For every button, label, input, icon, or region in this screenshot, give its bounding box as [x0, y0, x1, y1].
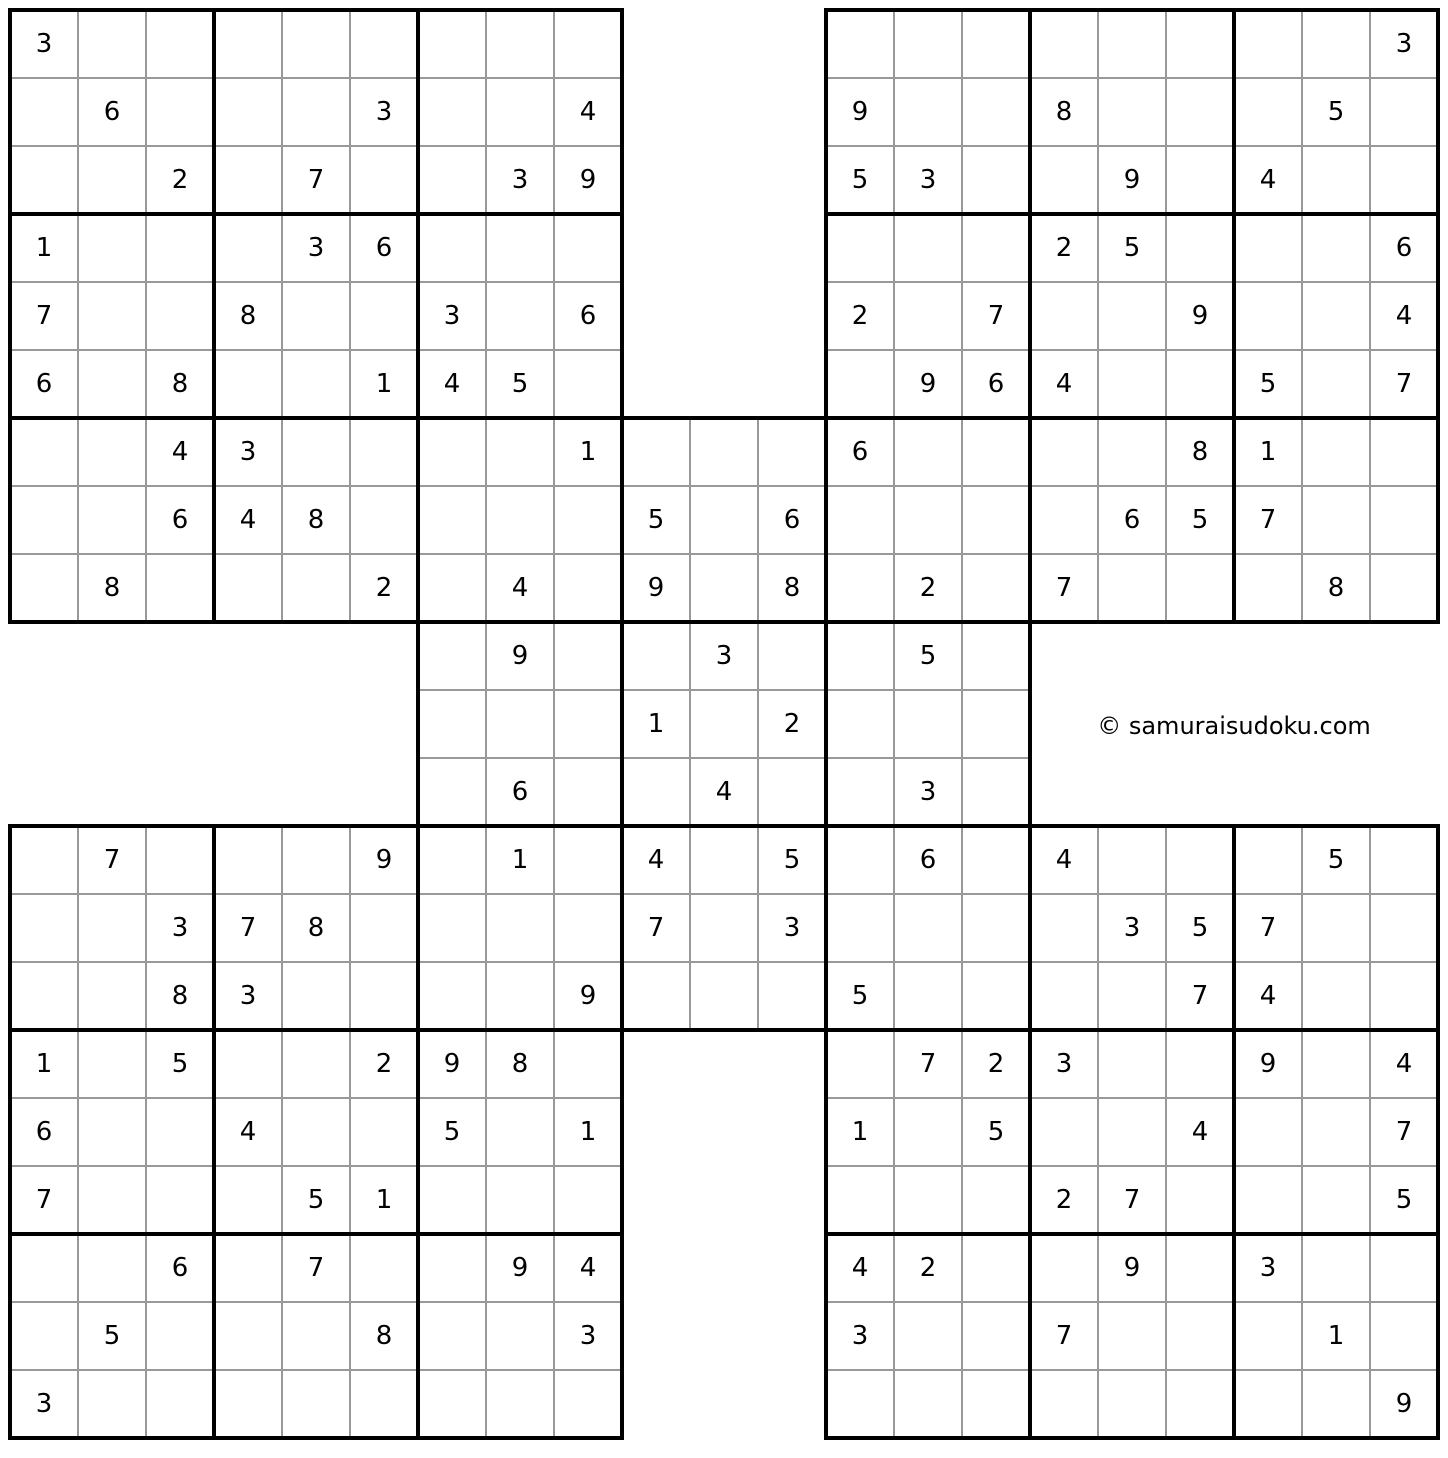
given-digit: 7: [1123, 1185, 1141, 1215]
given-digit: 3: [579, 1321, 597, 1351]
given-digit: 3: [239, 437, 257, 467]
given-digit: 3: [1395, 29, 1413, 59]
given-digit: 5: [987, 1117, 1005, 1147]
given-digit: 6: [511, 777, 529, 807]
given-digit: 3: [919, 165, 937, 195]
given-digit: 4: [171, 437, 189, 467]
given-digit: 1: [579, 1117, 597, 1147]
given-digit: 6: [987, 369, 1005, 399]
given-digit: 6: [171, 505, 189, 535]
given-digit: 3: [35, 29, 53, 59]
given-digit: 4: [443, 369, 461, 399]
given-digit: 4: [1395, 301, 1413, 331]
given-digit: 5: [307, 1185, 325, 1215]
given-digit: 4: [1395, 1049, 1413, 1079]
given-digit: 8: [171, 981, 189, 1011]
given-digit: 5: [783, 845, 801, 875]
given-digit: 3: [511, 165, 529, 195]
given-digit: 2: [375, 1049, 393, 1079]
given-digit: 4: [1259, 981, 1277, 1011]
given-digit: 8: [1055, 97, 1073, 127]
given-digit: 3: [35, 1389, 53, 1419]
given-digit: 8: [239, 301, 257, 331]
given-digit: 7: [919, 1049, 937, 1079]
given-digit: 3: [851, 1321, 869, 1351]
given-digit: 6: [1123, 505, 1141, 535]
given-digit: 5: [851, 981, 869, 1011]
given-digit: 9: [851, 97, 869, 127]
given-digit: 6: [783, 505, 801, 535]
given-digit: 3: [239, 981, 257, 1011]
given-digit: 6: [851, 437, 869, 467]
given-digit: 7: [1191, 981, 1209, 1011]
given-digit: 2: [987, 1049, 1005, 1079]
given-digit: 6: [103, 97, 121, 127]
given-digit: 2: [783, 709, 801, 739]
given-digit: 9: [1123, 1253, 1141, 1283]
given-digit: 4: [851, 1253, 869, 1283]
given-digit: 2: [375, 573, 393, 603]
given-digit: 9: [579, 981, 597, 1011]
given-digit: 8: [511, 1049, 529, 1079]
given-digit: 6: [35, 1117, 53, 1147]
given-digit: 2: [1055, 233, 1073, 263]
given-digit: 4: [1055, 369, 1073, 399]
given-digit: 4: [579, 97, 597, 127]
given-digit: 5: [1191, 505, 1209, 535]
given-digit: 3: [307, 233, 325, 263]
given-digit: 4: [1259, 165, 1277, 195]
given-digit: 3: [715, 641, 733, 671]
given-digit: 7: [307, 1253, 325, 1283]
given-digit: 1: [1327, 1321, 1345, 1351]
given-digit: 1: [375, 1185, 393, 1215]
given-digit: 5: [851, 165, 869, 195]
given-digit: 7: [307, 165, 325, 195]
given-digit: 2: [919, 1253, 937, 1283]
given-digit: 8: [783, 573, 801, 603]
given-digit: 7: [103, 845, 121, 875]
given-digit: 8: [103, 573, 121, 603]
given-digit: 4: [239, 1117, 257, 1147]
given-digit: 8: [1191, 437, 1209, 467]
given-digit: 7: [1259, 505, 1277, 535]
given-digit: 9: [919, 369, 937, 399]
given-digit: 8: [307, 505, 325, 535]
given-digit: 2: [919, 573, 937, 603]
given-digit: 5: [103, 1321, 121, 1351]
given-digit: 4: [647, 845, 665, 875]
given-digit: 9: [647, 573, 665, 603]
given-digit: 3: [375, 97, 393, 127]
given-digit: 3: [171, 913, 189, 943]
given-digit: 9: [1395, 1389, 1413, 1419]
given-digit: 3: [1123, 913, 1141, 943]
given-digit: 7: [1395, 369, 1413, 399]
given-digit: 1: [35, 233, 53, 263]
given-digit: 4: [239, 505, 257, 535]
given-digit: 7: [1259, 913, 1277, 943]
given-digit: 5: [443, 1117, 461, 1147]
given-digit: 1: [851, 1117, 869, 1147]
given-digit: 7: [35, 1185, 53, 1215]
given-digit: 9: [511, 641, 529, 671]
given-digit: 6: [1395, 233, 1413, 263]
given-digit: 5: [1327, 97, 1345, 127]
given-digit: 5: [1327, 845, 1345, 875]
given-digit: 8: [171, 369, 189, 399]
given-digit: 3: [919, 777, 937, 807]
given-digit: 9: [579, 165, 597, 195]
given-digit: 2: [851, 301, 869, 331]
given-digit: 5: [1259, 369, 1277, 399]
given-digit: 3: [443, 301, 461, 331]
given-digit: 2: [1055, 1185, 1073, 1215]
given-digit: 7: [239, 913, 257, 943]
given-digit: 7: [1055, 573, 1073, 603]
given-digit: 4: [715, 777, 733, 807]
given-digit: 4: [1055, 845, 1073, 875]
given-digit: 9: [1123, 165, 1141, 195]
given-digit: 8: [307, 913, 325, 943]
given-digit: 6: [919, 845, 937, 875]
given-digit: 4: [511, 573, 529, 603]
given-digit: 9: [1259, 1049, 1277, 1079]
given-digit: 3: [783, 913, 801, 943]
given-digit: 1: [375, 369, 393, 399]
given-digit: 1: [579, 437, 597, 467]
given-digit: 9: [511, 1253, 529, 1283]
given-digit: 3: [1259, 1253, 1277, 1283]
given-digit: 7: [35, 301, 53, 331]
given-digit: 5: [919, 641, 937, 671]
given-digit: 7: [1395, 1117, 1413, 1147]
given-digit: 6: [579, 301, 597, 331]
given-digit: 4: [579, 1253, 597, 1283]
given-digit: 9: [443, 1049, 461, 1079]
given-digit: 5: [1395, 1185, 1413, 1215]
given-digit: 5: [171, 1049, 189, 1079]
given-digit: 5: [511, 369, 529, 399]
given-digit: 5: [647, 505, 665, 535]
given-digit: 6: [375, 233, 393, 263]
given-digit: 1: [35, 1049, 53, 1079]
given-digit: 1: [1259, 437, 1277, 467]
given-digit: 6: [171, 1253, 189, 1283]
given-digit: 8: [1327, 573, 1345, 603]
given-digit: 5: [1191, 913, 1209, 943]
given-digit: 2: [171, 165, 189, 195]
given-digit: 4: [1191, 1117, 1209, 1147]
given-digit: 9: [375, 845, 393, 875]
given-digit: 7: [1055, 1321, 1073, 1351]
given-digit: 5: [1123, 233, 1141, 263]
given-digit: 6: [35, 369, 53, 399]
given-digit: 8: [375, 1321, 393, 1351]
given-digit: 3: [1055, 1049, 1073, 1079]
given-digit: 9: [1191, 301, 1209, 331]
given-digit: 7: [647, 913, 665, 943]
given-digit: 7: [987, 301, 1005, 331]
given-digit: 1: [647, 709, 665, 739]
given-digit: 1: [511, 845, 529, 875]
copyright-text: © samuraisudoku.com: [1097, 712, 1371, 740]
